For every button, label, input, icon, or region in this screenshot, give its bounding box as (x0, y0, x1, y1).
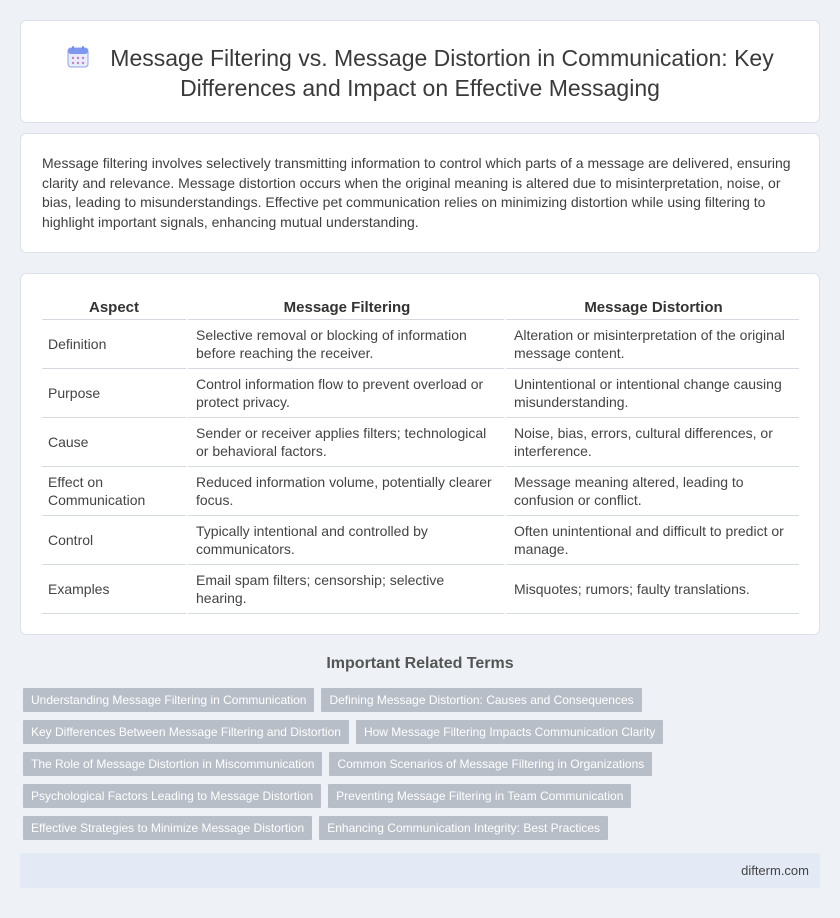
distortion-cell: Often unintentional and difficult to predict or manage. (504, 516, 799, 565)
related-terms-heading: Important Related Terms (326, 655, 514, 672)
aspect-cell: Examples (42, 565, 186, 614)
intro-paragraph: Message filtering involves selectively transmitting information to control which parts of a message are delivered, ensuring clarity and relevance. Message distortion occurs when the original meaning is altered due to misinterpretation, noise, or bias, leading to misunderstandings. Effective pet communication relies on minimizing distortion while using filtering to highlight important signals, enhancing mutual understanding. (42, 155, 791, 230)
table-row (42, 418, 799, 467)
table-header-row (42, 295, 799, 320)
page-title: Message Filtering vs. Message Distortion in Communication: Key Differences and Impact on Effective Messaging (110, 45, 774, 101)
intro-card (20, 133, 820, 253)
page-title-wrap (41, 43, 799, 103)
filtering-cell: Reduced information volume, potentially clearer focus. (186, 467, 504, 516)
aspect-cell: Control (42, 516, 186, 565)
comparison-card (20, 273, 820, 635)
title-card (20, 20, 820, 123)
comparison-table (42, 295, 799, 614)
aspect-cell: Cause (42, 418, 186, 467)
aspect-cell: Effect on Communication (42, 467, 186, 516)
distortion-cell: Alteration or misinterpretation of the original message content. (504, 320, 799, 369)
tag-row (23, 688, 813, 712)
filtering-cell: Typically intentional and controlled by communicators. (186, 516, 504, 565)
distortion-cell: Message meaning altered, leading to confusion or conflict. (504, 467, 799, 516)
filtering-cell: Control information flow to prevent overload or protect privacy. (186, 369, 504, 418)
tag-row (23, 784, 813, 808)
aspect-cell: Purpose (42, 369, 186, 418)
aspect-cell: Definition (42, 320, 186, 369)
calendar-icon (66, 45, 90, 69)
header-aspect: Aspect (42, 295, 186, 320)
distortion-cell: Unintentional or intentional change causing misunderstanding. (504, 369, 799, 418)
tag-row (23, 752, 813, 776)
table-row (42, 516, 799, 565)
footer-site-link[interactable]: difterm.com (741, 863, 809, 878)
related-term-tag[interactable]: Common Scenarios of Message Filtering in Organizations (329, 752, 652, 776)
related-term-tag[interactable]: Defining Message Distortion: Causes and Consequences (321, 688, 641, 712)
related-terms-list (23, 688, 813, 848)
related-term-tag[interactable]: Enhancing Communication Integrity: Best Practices (319, 816, 608, 840)
distortion-cell: Misquotes; rumors; faulty translations. (504, 565, 799, 614)
header-message-filtering: Message Filtering (186, 295, 504, 320)
table-row (42, 369, 799, 418)
tag-row (23, 816, 813, 840)
related-term-tag[interactable]: Preventing Message Filtering in Team Communication (328, 784, 631, 808)
filtering-cell: Selective removal or blocking of information before reaching the receiver. (186, 320, 504, 369)
related-term-tag[interactable]: Effective Strategies to Minimize Message Distortion (23, 816, 312, 840)
header-message-distortion: Message Distortion (504, 295, 799, 320)
related-term-tag[interactable]: The Role of Message Distortion in Miscommunication (23, 752, 322, 776)
footer-bar (20, 853, 820, 888)
related-term-tag[interactable]: Psychological Factors Leading to Message Distortion (23, 784, 321, 808)
related-term-tag[interactable]: Key Differences Between Message Filtering and Distortion (23, 720, 349, 744)
table-row (42, 467, 799, 516)
related-term-tag[interactable]: How Message Filtering Impacts Communication Clarity (356, 720, 663, 744)
tag-row (23, 720, 813, 744)
distortion-cell: Noise, bias, errors, cultural differences, or interference. (504, 418, 799, 467)
filtering-cell: Sender or receiver applies filters; technological or behavioral factors. (186, 418, 504, 467)
table-row (42, 320, 799, 369)
table-row (42, 565, 799, 614)
filtering-cell: Email spam filters; censorship; selective hearing. (186, 565, 504, 614)
related-term-tag[interactable]: Understanding Message Filtering in Communication (23, 688, 314, 712)
